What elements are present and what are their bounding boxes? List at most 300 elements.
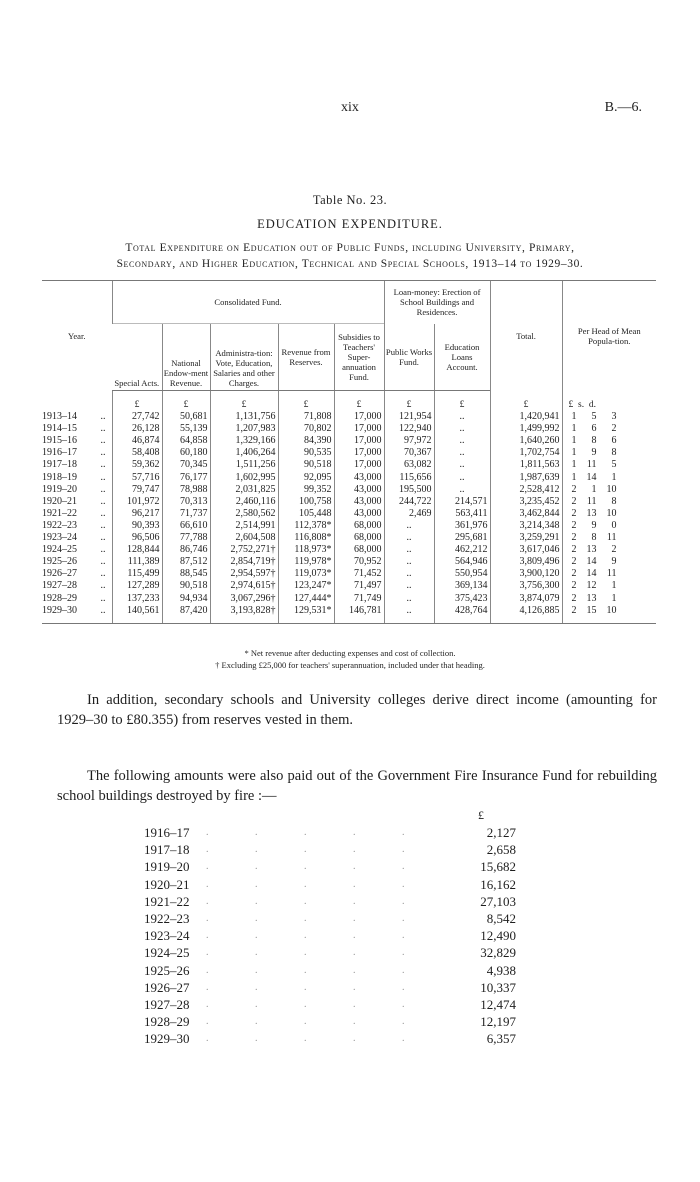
- table-row: [42, 605, 656, 624]
- cell-special: 79,747: [112, 484, 162, 496]
- cell-national: 66,610: [162, 520, 210, 532]
- cell-year: [42, 593, 112, 605]
- footnote-excluding: † Excluding £25,000 for teachers' superannuation, included under that heading.: [215, 660, 485, 670]
- cell-pounds: 1: [571, 447, 577, 459]
- cell-admin: 1,207,983: [210, 423, 278, 435]
- cell-reserves: 90,535: [278, 447, 334, 459]
- cell-pence: 2: [611, 544, 617, 556]
- cell-year: [42, 423, 112, 435]
- cell-pence: 11: [606, 532, 617, 544]
- cell-per-head: [562, 459, 656, 471]
- cell-reserves: 129,531*: [278, 605, 334, 624]
- unit-admin: £: [210, 391, 278, 412]
- paragraph-secondary-income: In addition, secondary schools and University colleges derive direct income (amounting for 1929–30 to £80.355) from reserves vested in them.: [57, 692, 657, 728]
- cell-shillings: 11: [586, 459, 597, 471]
- cell-special: 59,362: [112, 459, 162, 471]
- cell-shillings: 12: [586, 580, 597, 592]
- header-per-head: Per Head of Mean Popula-tion.: [562, 281, 656, 391]
- cell-year-label: 1924–25: [42, 544, 77, 556]
- cell-national: 87,420: [162, 605, 210, 624]
- cell-admin: 2,974,615†: [210, 580, 278, 592]
- cell-national: 76,177: [162, 472, 210, 484]
- cell-national: 50,681: [162, 411, 210, 423]
- table-row: [42, 496, 656, 508]
- cell-national: 94,934: [162, 593, 210, 605]
- cell-subsidies: 68,000: [334, 520, 384, 532]
- cell-year-label: 1926–27: [42, 568, 77, 580]
- cell-total: 3,617,046: [490, 544, 562, 556]
- cell-national: 87,512: [162, 556, 210, 568]
- cell-reserves: 90,518: [278, 459, 334, 471]
- cell-special: 96,506: [112, 532, 162, 544]
- cell-special: 128,844: [112, 544, 162, 556]
- cell-year-label: 1917–18: [42, 459, 77, 471]
- cell-pounds: 2: [571, 532, 577, 544]
- cell-public-works: 122,940: [384, 423, 434, 435]
- cell-year-leader: ..: [100, 580, 106, 592]
- cell-shillings: 14: [586, 556, 597, 568]
- cell-loans: 550,954: [434, 568, 490, 580]
- fire-fund-year: 1916–17: [144, 825, 190, 840]
- cell-pounds: 1: [571, 423, 577, 435]
- cell-reserves: 119,073*: [278, 568, 334, 580]
- cell-shillings: 1: [591, 483, 597, 495]
- cell-year-leader: ..: [100, 435, 106, 447]
- header-total: Total.: [490, 281, 562, 391]
- fire-fund-amount: 12,490: [480, 928, 516, 944]
- cell-pence: 5: [611, 459, 617, 471]
- cell-special: 46,874: [112, 435, 162, 447]
- table-row: [42, 520, 656, 532]
- table-row: [42, 411, 656, 423]
- table-row: [42, 459, 656, 471]
- cell-per-head: [562, 472, 656, 484]
- cell-pounds: 2: [571, 544, 577, 556]
- fire-fund-leader: . . . . .: [206, 827, 427, 838]
- table-subtitle-line2: Secondary, and Higher Education, Technical and Special Schools, 1913–14 to 1929–30.: [116, 258, 584, 270]
- cell-reserves: 84,390: [278, 435, 334, 447]
- cell-public-works: 2,469: [384, 508, 434, 520]
- cell-per-head: [562, 532, 656, 544]
- cell-year-leader: ..: [100, 459, 106, 471]
- fire-fund-row: [144, 841, 516, 858]
- cell-year-leader: ..: [100, 604, 106, 616]
- cell-loans: ..: [434, 484, 490, 496]
- cell-pence: 8: [611, 495, 617, 507]
- cell-pence: 11: [606, 568, 617, 580]
- cell-pounds: 2: [571, 556, 577, 568]
- header-subsidies: Subsidies to Teachers' Super-annuation Fund.: [334, 324, 384, 391]
- fire-fund-row: [144, 824, 516, 841]
- cell-national: 88,545: [162, 568, 210, 580]
- cell-pence: 1: [611, 580, 617, 592]
- cell-reserves: 105,448: [278, 508, 334, 520]
- fire-fund-amount: 6,357: [486, 1031, 516, 1047]
- cell-total: 1,420,941: [490, 411, 562, 423]
- table-row: [42, 593, 656, 605]
- cell-pounds: 2: [571, 568, 577, 580]
- fire-fund-unit: £: [478, 808, 484, 822]
- cell-per-head: [562, 544, 656, 556]
- cell-shillings: 13: [586, 592, 597, 604]
- cell-year-leader: ..: [100, 483, 106, 495]
- cell-pounds: 2: [571, 483, 577, 495]
- cell-special: 101,972: [112, 496, 162, 508]
- cell-shillings: 14: [586, 568, 597, 580]
- table-subtitle-line1: Total Expenditure on Education out of Public Funds, including University, Primary,: [125, 242, 575, 254]
- cell-year: [42, 556, 112, 568]
- fire-fund-year: 1920–21: [144, 876, 190, 892]
- cell-per-head: [562, 520, 656, 532]
- table-row: [42, 447, 656, 459]
- cell-per-head: [562, 423, 656, 435]
- cell-year: [42, 605, 112, 624]
- cell-year-label: 1922–23: [42, 519, 77, 531]
- cell-special: 140,561: [112, 605, 162, 624]
- cell-subsidies: 17,000: [334, 447, 384, 459]
- cell-pounds: 2: [571, 519, 577, 531]
- table-number: Table No. 23.: [312, 193, 388, 207]
- cell-admin: 3,193,828†: [210, 605, 278, 624]
- unit-loans: £: [434, 391, 490, 412]
- cell-national: 90,518: [162, 580, 210, 592]
- cell-year: [42, 459, 112, 471]
- fire-fund-row: [144, 893, 516, 910]
- cell-pence: 10: [606, 507, 617, 519]
- fire-fund-leader: . . . . .: [206, 861, 427, 873]
- cell-total: 3,462,844: [490, 508, 562, 520]
- cell-shillings: 9: [591, 447, 597, 459]
- cell-public-works: ..: [384, 568, 434, 580]
- cell-year-label: 1913–14: [42, 411, 77, 423]
- cell-year: [42, 580, 112, 592]
- cell-per-head: [562, 447, 656, 459]
- cell-total: 1,987,639: [490, 472, 562, 484]
- cell-total: 3,874,079: [490, 593, 562, 605]
- cell-pounds: 2: [571, 592, 577, 604]
- cell-loans: ..: [434, 423, 490, 435]
- cell-public-works: 121,954: [384, 411, 434, 423]
- cell-total: 3,809,496: [490, 556, 562, 568]
- cell-per-head: [562, 411, 656, 423]
- cell-shillings: 13: [586, 544, 597, 556]
- header-loan-money: Loan-money: Erection of School Buildings and Residences.: [384, 281, 490, 324]
- cell-special: 115,499: [112, 568, 162, 580]
- cell-public-works: ..: [384, 605, 434, 624]
- fire-fund-amount: 27,103: [480, 893, 516, 909]
- fire-fund-row: [144, 876, 516, 893]
- cell-pence: 10: [606, 483, 617, 495]
- fire-fund-amount: 32,829: [480, 945, 516, 961]
- cell-year-leader: ..: [100, 495, 106, 507]
- cell-loans: 361,976: [434, 520, 490, 532]
- cell-loans: 295,681: [434, 532, 490, 544]
- unit-pounds: £: [568, 399, 574, 410]
- cell-national: 71,737: [162, 508, 210, 520]
- cell-year-leader: ..: [100, 423, 106, 435]
- fire-fund-amount: 10,337: [480, 979, 516, 995]
- cell-national: 70,313: [162, 496, 210, 508]
- cell-subsidies: 68,000: [334, 544, 384, 556]
- cell-year-leader: ..: [100, 411, 106, 423]
- cell-loans: ..: [434, 459, 490, 471]
- fire-fund-leader: . . . . .: [206, 844, 427, 856]
- cell-public-works: 97,972: [384, 435, 434, 447]
- cell-special: 27,742: [112, 411, 162, 423]
- cell-special: 127,289: [112, 580, 162, 592]
- cell-subsidies: 71,452: [334, 568, 384, 580]
- fire-fund-leader: . . . . .: [206, 1016, 427, 1028]
- cell-public-works: 63,082: [384, 459, 434, 471]
- cell-special: 90,393: [112, 520, 162, 532]
- cell-admin: 1,406,264: [210, 447, 278, 459]
- fire-fund-row: [144, 979, 516, 996]
- cell-loans: ..: [434, 472, 490, 484]
- cell-public-works: ..: [384, 593, 434, 605]
- cell-year-leader: ..: [100, 556, 106, 568]
- cell-public-works: 70,367: [384, 447, 434, 459]
- cell-per-head: [562, 580, 656, 592]
- footnote-net-revenue: * Net revenue after deducting expenses and cost of collection.: [244, 648, 456, 658]
- cell-pence: 2: [611, 423, 617, 435]
- cell-admin: 2,580,562: [210, 508, 278, 520]
- fire-fund-leader: . . . . .: [206, 947, 427, 959]
- fire-fund-row: [144, 962, 516, 979]
- unit-national: £: [162, 391, 210, 412]
- cell-year: [42, 435, 112, 447]
- cell-national: 55,139: [162, 423, 210, 435]
- fire-fund-year: 1924–25: [144, 945, 190, 961]
- cell-total: 3,235,452: [490, 496, 562, 508]
- fire-fund-leader: . . . . .: [206, 930, 427, 942]
- cell-pounds: 1: [571, 435, 577, 447]
- fire-fund-amount: 8,542: [486, 910, 516, 926]
- fire-fund-year: 1925–26: [144, 962, 190, 978]
- fire-fund-leader: . . . . .: [206, 981, 427, 993]
- document-reference: B.—6.: [604, 100, 642, 115]
- cell-year-label: 1920–21: [42, 495, 77, 507]
- cell-pence: 1: [611, 592, 617, 604]
- cell-reserves: 112,378*: [278, 520, 334, 532]
- header-administration: Administra-tion: Vote, Education, Salaries and other Charges.: [210, 324, 278, 391]
- cell-loans: 564,946: [434, 556, 490, 568]
- cell-subsidies: 43,000: [334, 496, 384, 508]
- cell-reserves: 123,247*: [278, 580, 334, 592]
- cell-shillings: 13: [586, 507, 597, 519]
- cell-reserves: 92,095: [278, 472, 334, 484]
- cell-year-leader: ..: [100, 519, 106, 531]
- cell-admin: 2,460,116: [210, 496, 278, 508]
- cell-national: 70,345: [162, 459, 210, 471]
- cell-shillings: 6: [591, 423, 597, 435]
- cell-pounds: 2: [571, 507, 577, 519]
- education-expenditure-table: [42, 280, 656, 624]
- unit-row: [42, 391, 656, 412]
- cell-year-label: 1915–16: [42, 435, 77, 447]
- cell-year-label: 1923–24: [42, 532, 77, 544]
- cell-special: 111,389: [112, 556, 162, 568]
- cell-per-head: [562, 496, 656, 508]
- cell-public-works: ..: [384, 520, 434, 532]
- fire-fund-amount: 2,127: [486, 825, 516, 840]
- unit-shillings: s.: [578, 399, 585, 410]
- fire-fund-year: 1929–30: [144, 1031, 190, 1047]
- fire-fund-amount: 12,474: [480, 996, 516, 1012]
- cell-per-head: [562, 593, 656, 605]
- cell-year-leader: ..: [100, 544, 106, 556]
- table-row: [42, 423, 656, 435]
- cell-shillings: 15: [586, 604, 597, 616]
- unit-reserves: £: [278, 391, 334, 412]
- fire-fund-row: [144, 944, 516, 961]
- cell-pounds: 1: [571, 471, 577, 483]
- cell-year: [42, 411, 112, 423]
- cell-pence: 3: [611, 411, 617, 423]
- header-consolidated-fund: Consolidated Fund.: [112, 281, 384, 324]
- unit-total: £: [490, 391, 562, 412]
- cell-loans: ..: [434, 447, 490, 459]
- table-row: [42, 484, 656, 496]
- cell-total: 1,702,754: [490, 447, 562, 459]
- cell-special: 26,128: [112, 423, 162, 435]
- cell-year-leader: ..: [100, 507, 106, 519]
- cell-loans: ..: [434, 435, 490, 447]
- header-national-endowment: National Endow-ment Revenue.: [162, 324, 210, 391]
- header-education-loans: Education Loans Account.: [434, 324, 490, 391]
- cell-reserves: 119,978*: [278, 556, 334, 568]
- table-row: [42, 508, 656, 520]
- cell-year-label: 1919–20: [42, 483, 77, 495]
- cell-year-label: 1918–19: [42, 471, 77, 483]
- cell-year: [42, 472, 112, 484]
- fire-fund-leader: . . . . .: [206, 1033, 427, 1045]
- cell-per-head: [562, 568, 656, 580]
- cell-admin: 2,954,597†: [210, 568, 278, 580]
- page-number: xix: [341, 100, 359, 115]
- table-subtitle: [30, 240, 670, 272]
- cell-subsidies: 43,000: [334, 508, 384, 520]
- cell-per-head: [562, 556, 656, 568]
- cell-year-label: 1927–28: [42, 580, 77, 592]
- fire-fund-leader: . . . . .: [206, 912, 427, 924]
- fire-fund-leader: . . . . .: [206, 878, 427, 890]
- cell-admin: 1,329,166: [210, 435, 278, 447]
- header-special-acts: Special Acts.: [112, 324, 162, 391]
- cell-total: 3,756,300: [490, 580, 562, 592]
- cell-pence: 10: [606, 604, 617, 616]
- header-revenue-reserves: Revenue from Reserves.: [278, 324, 334, 391]
- cell-per-head: [562, 508, 656, 520]
- cell-admin: 2,031,825: [210, 484, 278, 496]
- cell-loans: 369,134: [434, 580, 490, 592]
- cell-total: 2,528,412: [490, 484, 562, 496]
- cell-year: [42, 508, 112, 520]
- cell-subsidies: 71,497: [334, 580, 384, 592]
- cell-pounds: 2: [571, 580, 577, 592]
- cell-national: 86,746: [162, 544, 210, 556]
- table-body: [42, 391, 656, 624]
- cell-public-works: 195,500: [384, 484, 434, 496]
- cell-reserves: 99,352: [278, 484, 334, 496]
- fire-fund-amount: 16,162: [480, 876, 516, 892]
- cell-total: 1,640,260: [490, 435, 562, 447]
- cell-year-label: 1928–29: [42, 592, 77, 604]
- cell-loans: 428,764: [434, 605, 490, 624]
- cell-subsidies: 68,000: [334, 532, 384, 544]
- cell-public-works: ..: [384, 532, 434, 544]
- cell-loans: ..: [434, 411, 490, 423]
- cell-pounds: 1: [571, 411, 577, 423]
- cell-subsidies: 70,952: [334, 556, 384, 568]
- cell-pence: 1: [611, 471, 617, 483]
- cell-admin: 1,511,256: [210, 459, 278, 471]
- fire-fund-list: [144, 824, 516, 1047]
- table-row: [42, 544, 656, 556]
- cell-subsidies: 146,781: [334, 605, 384, 624]
- cell-admin: 2,604,508: [210, 532, 278, 544]
- cell-admin: 2,854,719†: [210, 556, 278, 568]
- cell-loans: 462,212: [434, 544, 490, 556]
- cell-national: 64,858: [162, 435, 210, 447]
- header-year: Year.: [42, 281, 112, 391]
- cell-year-leader: ..: [100, 447, 106, 459]
- cell-year: [42, 447, 112, 459]
- cell-year-label: 1914–15: [42, 423, 77, 435]
- cell-year: [42, 544, 112, 556]
- unit-subsidies: £: [334, 391, 384, 412]
- cell-loans: 563,411: [434, 508, 490, 520]
- cell-admin: 2,514,991: [210, 520, 278, 532]
- table-row: [42, 435, 656, 447]
- cell-subsidies: 17,000: [334, 459, 384, 471]
- cell-admin: 3,067,296†: [210, 593, 278, 605]
- unit-special: £: [112, 391, 162, 412]
- unit-per-head: [562, 391, 656, 412]
- fire-fund-row: [144, 927, 516, 944]
- fire-fund-row: [144, 1030, 516, 1047]
- cell-special: 58,408: [112, 447, 162, 459]
- table-row: [42, 532, 656, 544]
- fire-fund-row: [144, 1013, 516, 1030]
- cell-subsidies: 17,000: [334, 435, 384, 447]
- cell-reserves: 100,758: [278, 496, 334, 508]
- cell-shillings: 8: [591, 435, 597, 447]
- cell-subsidies: 17,000: [334, 411, 384, 423]
- table-title: EDUCATION EXPENDITURE.: [257, 217, 443, 231]
- cell-year-label: 1929–30: [42, 604, 77, 616]
- fire-fund-year: 1922–23: [144, 910, 190, 926]
- table-row: [42, 556, 656, 568]
- fire-fund-year: 1928–29: [144, 1014, 190, 1030]
- fire-fund-amount: 2,658: [486, 842, 516, 858]
- cell-subsidies: 43,000: [334, 484, 384, 496]
- cell-public-works: ..: [384, 556, 434, 568]
- cell-public-works: 115,656: [384, 472, 434, 484]
- cell-admin: 1,602,995: [210, 472, 278, 484]
- cell-pence: 9: [611, 556, 617, 568]
- fire-fund-leader: . . . . .: [206, 998, 427, 1010]
- cell-loans: 375,423: [434, 593, 490, 605]
- cell-year: [42, 532, 112, 544]
- fire-fund-amount: 15,682: [480, 859, 516, 875]
- cell-national: 78,988: [162, 484, 210, 496]
- cell-reserves: 70,802: [278, 423, 334, 435]
- fire-fund-amount: 4,938: [486, 962, 516, 978]
- cell-subsidies: 43,000: [334, 472, 384, 484]
- unit-public-works: £: [384, 391, 434, 412]
- fire-fund-year: 1917–18: [144, 842, 190, 858]
- cell-reserves: 116,808*: [278, 532, 334, 544]
